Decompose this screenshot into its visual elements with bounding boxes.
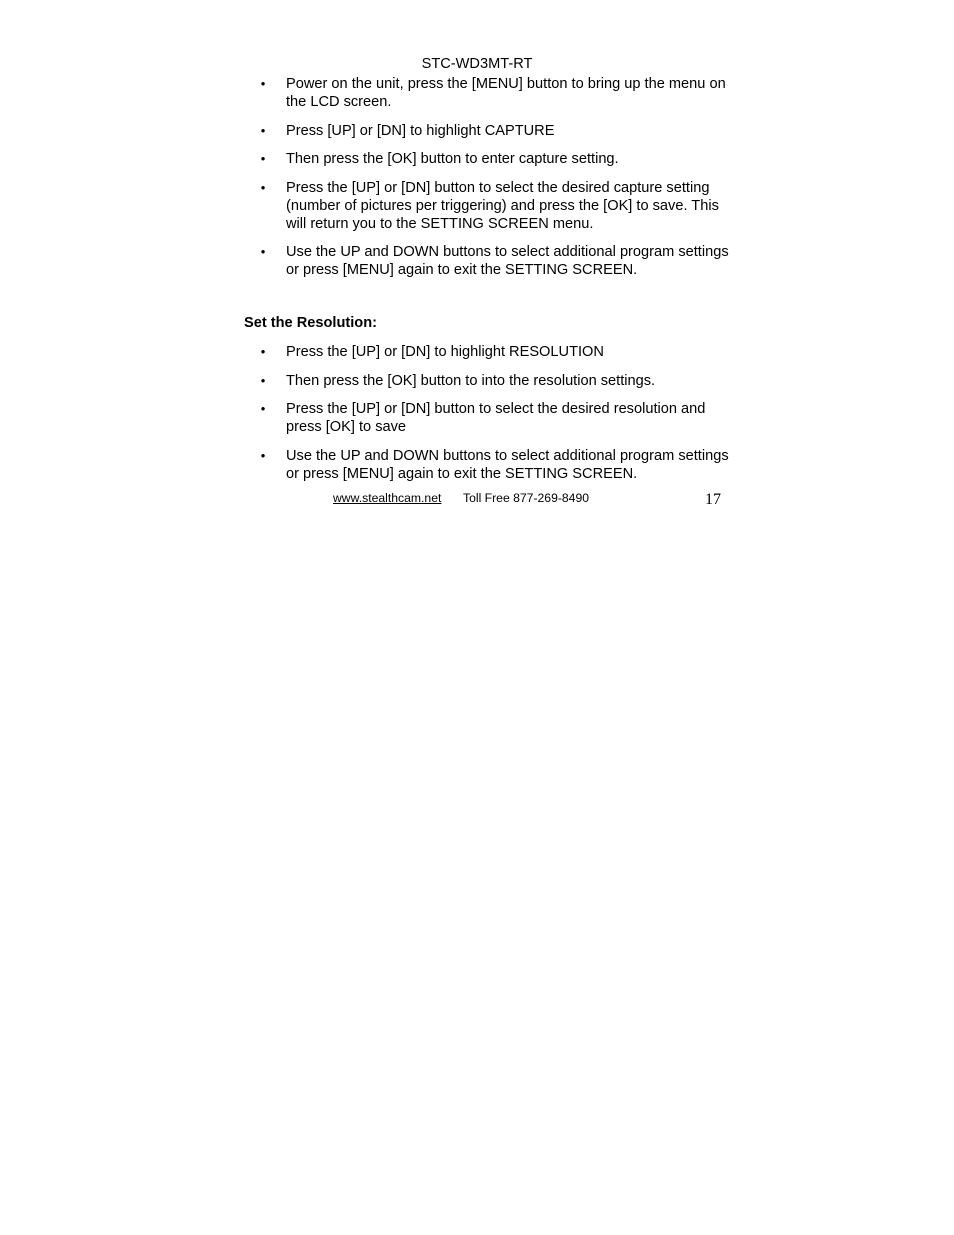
page-number: 17 xyxy=(705,491,721,508)
resolution-steps-list xyxy=(244,343,730,493)
section-heading: Set the Resolution: xyxy=(244,315,377,331)
bullet-icon: • xyxy=(260,344,266,359)
step-text: Then press the [OK] button to enter capture setting. xyxy=(286,151,619,167)
list-item xyxy=(244,150,730,168)
step-text: Press the [UP] or [DN] button to select the desired capture setting (number of pictures per triggering) and press the [OK] to save. This will return you to the SETTING SCREEN menu. xyxy=(286,179,719,232)
list-item xyxy=(244,75,730,111)
bullet-icon: • xyxy=(260,76,266,91)
bullet-icon: • xyxy=(260,179,266,195)
toll-free-phone: Toll Free 877-269-8490 xyxy=(463,491,590,505)
list-item xyxy=(244,372,730,390)
website-link[interactable]: www.stealthcam.net xyxy=(333,491,442,505)
step-text: Power on the unit, press the [MENU] button to bring up the menu on the LCD screen. xyxy=(286,76,726,110)
bullet-icon: • xyxy=(260,401,266,416)
step-text: Then press the [OK] button to into the resolution settings. xyxy=(286,372,656,389)
step-text: Use the UP and DOWN buttons to select additional program settings or press [MENU] again to exit the SETTING SCREEN. xyxy=(286,244,729,278)
capture-steps-list xyxy=(244,75,730,290)
page-footer xyxy=(0,489,954,513)
list-item xyxy=(244,400,730,436)
list-item xyxy=(244,179,730,233)
bullet-icon: • xyxy=(260,244,266,259)
step-text: Use the UP and DOWN buttons to select additional program settings or press [MENU] again to exit the SETTING SCREEN. xyxy=(286,447,729,482)
page-header: STC-WD3MT-RT xyxy=(421,56,533,72)
bullet-icon: • xyxy=(260,372,266,388)
step-text: Press the [UP] or [DN] button to select the desired resolution and press [OK] to save xyxy=(286,401,706,435)
step-text: Press [UP] or [DN] to highlight CAPTURE xyxy=(286,122,555,139)
bullet-icon: • xyxy=(260,447,266,463)
list-item xyxy=(244,122,730,140)
list-item xyxy=(244,243,730,279)
bullet-icon: • xyxy=(260,151,266,166)
list-item xyxy=(244,343,730,361)
list-item xyxy=(244,447,730,483)
step-text: Press the [UP] or [DN] to highlight RESOLUTION xyxy=(286,344,604,360)
bullet-icon: • xyxy=(260,122,266,138)
